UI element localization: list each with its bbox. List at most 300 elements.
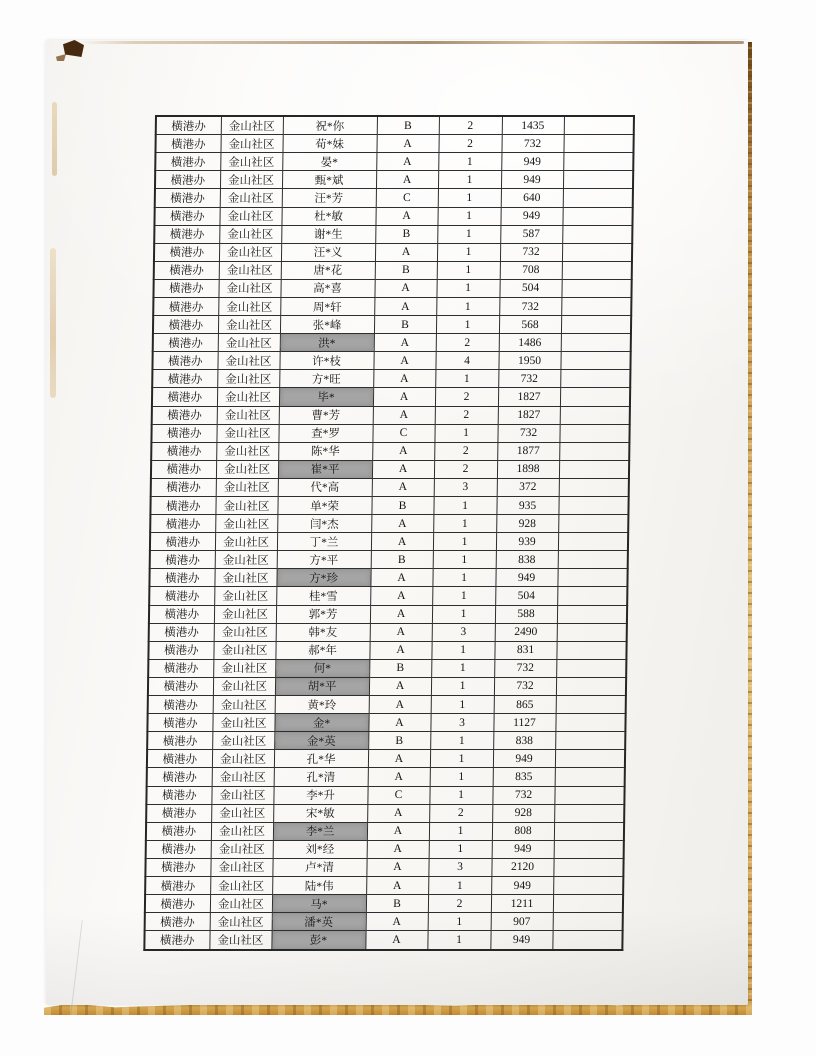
office-cell: 横港办 <box>147 750 212 768</box>
count-cell: 2 <box>435 406 498 424</box>
grade-cell: B <box>375 261 437 279</box>
community-cell: 金山社区 <box>215 515 277 533</box>
office-cell: 横港办 <box>146 840 211 858</box>
count-cell: 1 <box>436 316 499 334</box>
amount-cell: 732 <box>492 786 554 804</box>
name-cell: 李*升 <box>273 786 367 804</box>
table-row <box>154 243 632 261</box>
count-cell: 2 <box>439 116 502 135</box>
blank-cell <box>559 442 629 460</box>
name-cell: 周*轩 <box>280 297 374 315</box>
grade-cell: A <box>371 515 433 533</box>
count-cell: 1 <box>434 424 497 442</box>
table-row <box>152 388 630 406</box>
blank-cell <box>560 370 630 388</box>
community-cell: 金山社区 <box>220 135 282 153</box>
blank-cell <box>562 207 632 225</box>
blank-cell <box>562 243 632 261</box>
blank-cell <box>561 279 631 297</box>
grade-cell: A <box>370 569 432 587</box>
table-row <box>149 623 627 641</box>
count-cell: 1 <box>437 261 500 279</box>
community-cell: 金山社区 <box>211 822 273 840</box>
count-cell: 1 <box>432 587 495 605</box>
blank-cell <box>554 804 624 822</box>
office-cell: 横港办 <box>146 822 211 840</box>
office-cell: 横港办 <box>145 876 210 894</box>
table-row <box>153 316 631 334</box>
table-row <box>148 641 626 659</box>
amount-cell: 928 <box>492 804 554 822</box>
name-cell: 宋*敏 <box>273 804 367 822</box>
grade-cell: C <box>367 786 429 804</box>
name-cell: 黄*玲 <box>275 696 369 714</box>
office-cell: 横港办 <box>148 677 213 695</box>
count-cell: 1 <box>436 297 499 315</box>
office-cell: 横港办 <box>152 370 217 388</box>
blank-cell <box>554 786 624 804</box>
office-cell: 横港办 <box>153 334 218 352</box>
amount-cell: 1877 <box>497 442 559 460</box>
community-cell: 金山社区 <box>218 334 280 352</box>
blank-cell <box>560 388 630 406</box>
name-cell: 何* <box>275 659 369 677</box>
blank-cell <box>564 116 634 135</box>
blank-cell <box>553 913 623 931</box>
community-cell: 金山社区 <box>212 732 274 750</box>
table-row <box>149 569 627 587</box>
amount-cell: 949 <box>501 153 563 171</box>
table-row <box>145 895 623 913</box>
paper-left-edge-smudge <box>52 102 57 176</box>
office-cell: 横港办 <box>149 587 214 605</box>
count-cell: 1 <box>433 533 496 551</box>
blank-cell <box>556 659 626 677</box>
grade-cell: A <box>368 768 430 786</box>
office-cell: 横港办 <box>155 189 220 207</box>
table-row <box>146 804 624 822</box>
grade-cell: B <box>371 497 433 515</box>
name-cell: 郭*芳 <box>276 605 370 623</box>
grade-cell: A <box>369 641 431 659</box>
grade-cell: A <box>374 297 436 315</box>
community-cell: 金山社区 <box>214 623 276 641</box>
count-cell: 1 <box>430 750 493 768</box>
count-cell: 1 <box>428 876 491 894</box>
table-row <box>145 876 623 894</box>
name-cell: 方*平 <box>277 551 371 569</box>
grade-cell: A <box>374 279 436 297</box>
office-cell: 横港办 <box>147 714 212 732</box>
community-cell: 金山社区 <box>220 153 282 171</box>
table-row <box>154 261 632 279</box>
office-cell: 横港办 <box>144 931 209 950</box>
table-row <box>148 659 626 677</box>
office-cell: 横港办 <box>155 171 220 189</box>
count-cell: 1 <box>433 551 496 569</box>
community-cell: 金山社区 <box>215 497 277 515</box>
amount-cell: 1127 <box>493 714 555 732</box>
grade-cell: A <box>367 804 429 822</box>
name-cell: 方*珍 <box>276 569 370 587</box>
count-cell: 1 <box>438 189 501 207</box>
blank-cell <box>555 714 625 732</box>
amount-cell: 1486 <box>499 334 561 352</box>
grade-cell: A <box>372 442 434 460</box>
amount-cell: 838 <box>496 551 558 569</box>
office-cell: 横港办 <box>156 116 221 135</box>
table-row <box>144 931 622 950</box>
paper-left-edge-smudge <box>50 248 56 398</box>
grade-cell: A <box>370 605 432 623</box>
grade-cell: B <box>369 659 431 677</box>
name-cell: 唐*花 <box>281 261 375 279</box>
table-body <box>144 116 634 950</box>
name-cell: 陆*伟 <box>272 876 366 894</box>
table-row <box>155 189 633 207</box>
count-cell: 3 <box>430 714 493 732</box>
amount-cell: 732 <box>500 243 562 261</box>
office-cell: 横港办 <box>153 279 218 297</box>
community-cell: 金山社区 <box>215 533 277 551</box>
amount-cell: 949 <box>495 569 557 587</box>
grade-cell: A <box>371 533 433 551</box>
office-cell: 横港办 <box>148 659 213 677</box>
amount-cell: 732 <box>499 297 561 315</box>
blank-cell <box>557 569 627 587</box>
blank-cell <box>560 406 630 424</box>
blank-cell <box>562 261 632 279</box>
count-cell: 1 <box>437 225 500 243</box>
count-cell: 1 <box>431 659 494 677</box>
amount-cell: 949 <box>500 207 562 225</box>
count-cell: 1 <box>428 913 491 931</box>
amount-cell: 732 <box>494 659 556 677</box>
grade-cell: B <box>371 551 433 569</box>
community-cell: 金山社区 <box>217 370 279 388</box>
community-cell: 金山社区 <box>218 316 280 334</box>
count-cell: 2 <box>429 804 492 822</box>
amount-cell: 865 <box>494 696 556 714</box>
amount-cell: 587 <box>500 225 562 243</box>
office-cell: 横港办 <box>155 135 220 153</box>
community-cell: 金山社区 <box>216 460 278 478</box>
amount-cell: 949 <box>490 931 552 950</box>
community-cell: 金山社区 <box>216 478 278 496</box>
grade-cell: A <box>375 207 437 225</box>
name-cell: 杜*敏 <box>281 207 375 225</box>
name-cell: 陈*华 <box>278 442 372 460</box>
grade-cell: B <box>377 116 439 135</box>
table-row <box>151 442 629 460</box>
office-cell: 横港办 <box>153 297 218 315</box>
grade-cell: A <box>372 460 434 478</box>
grade-cell: A <box>368 714 430 732</box>
count-cell: 3 <box>428 858 491 876</box>
community-cell: 金山社区 <box>213 659 275 677</box>
table-row <box>149 605 627 623</box>
table-row <box>151 424 629 442</box>
name-cell: 彭* <box>271 931 365 950</box>
office-cell: 横港办 <box>149 569 214 587</box>
office-cell: 横港办 <box>155 153 220 171</box>
amount-cell: 504 <box>499 279 561 297</box>
grade-cell: A <box>373 370 435 388</box>
table-row <box>151 460 629 478</box>
name-cell: 代*高 <box>278 478 372 496</box>
grade-cell: A <box>373 388 435 406</box>
community-cell: 金山社区 <box>212 768 274 786</box>
grade-cell: A <box>368 750 430 768</box>
name-cell: 甄*斌 <box>282 171 376 189</box>
name-cell: 单*荣 <box>277 497 371 515</box>
amount-cell: 838 <box>493 732 555 750</box>
name-cell: 郝*年 <box>275 641 369 659</box>
count-cell: 1 <box>427 931 490 950</box>
amount-cell: 1435 <box>502 116 564 135</box>
blank-cell <box>554 822 624 840</box>
amount-cell: 928 <box>496 515 558 533</box>
table-row <box>147 750 625 768</box>
count-cell: 1 <box>431 641 494 659</box>
grade-cell: A <box>366 858 428 876</box>
amount-cell: 949 <box>493 750 555 768</box>
blank-cell <box>556 677 626 695</box>
name-cell: 曹*芳 <box>279 406 373 424</box>
office-cell: 横港办 <box>146 786 211 804</box>
office-cell: 横港办 <box>152 406 217 424</box>
table-row <box>154 207 632 225</box>
count-cell: 1 <box>433 515 496 533</box>
table-row <box>152 352 630 370</box>
community-cell: 金山社区 <box>210 876 272 894</box>
amount-cell: 808 <box>492 822 554 840</box>
blank-cell <box>563 171 633 189</box>
name-cell: 金* <box>274 714 368 732</box>
community-cell: 金山社区 <box>214 569 276 587</box>
community-cell: 金山社区 <box>213 641 275 659</box>
table-row <box>153 297 631 315</box>
blank-cell <box>563 153 633 171</box>
name-cell: 谢*生 <box>281 225 375 243</box>
count-cell: 2 <box>438 135 501 153</box>
table-row <box>148 677 626 695</box>
blank-cell <box>563 189 633 207</box>
amount-cell: 588 <box>495 605 557 623</box>
community-cell: 金山社区 <box>217 388 279 406</box>
office-cell: 横港办 <box>151 460 216 478</box>
amount-cell: 708 <box>500 261 562 279</box>
amount-cell: 2490 <box>495 623 557 641</box>
amount-cell: 949 <box>492 840 554 858</box>
grade-cell: A <box>373 406 435 424</box>
blank-cell <box>561 316 631 334</box>
name-cell: 崔*平 <box>278 460 372 478</box>
blank-cell <box>552 931 622 950</box>
community-cell: 金山社区 <box>213 677 275 695</box>
office-cell: 横港办 <box>147 768 212 786</box>
table-row <box>152 370 630 388</box>
name-cell: 祝*你 <box>283 116 377 135</box>
amount-cell: 835 <box>493 768 555 786</box>
name-cell: 马* <box>272 895 366 913</box>
count-cell: 1 <box>437 243 500 261</box>
community-cell: 金山社区 <box>213 696 275 714</box>
name-cell: 李*兰 <box>273 822 367 840</box>
amount-cell: 568 <box>499 316 561 334</box>
office-cell: 横港办 <box>146 804 211 822</box>
count-cell: 1 <box>436 279 499 297</box>
office-cell: 横港办 <box>150 551 215 569</box>
name-cell: 潘*英 <box>272 913 366 931</box>
count-cell: 4 <box>435 352 498 370</box>
table-row <box>149 587 627 605</box>
office-cell: 横港办 <box>154 207 219 225</box>
amount-cell: 949 <box>491 876 553 894</box>
count-cell: 1 <box>437 207 500 225</box>
blank-cell <box>553 895 623 913</box>
table-row <box>155 153 633 171</box>
table-row <box>146 822 624 840</box>
amount-cell: 2120 <box>491 858 553 876</box>
office-cell: 横港办 <box>145 913 210 931</box>
grade-cell: A <box>369 677 431 695</box>
amount-cell: 732 <box>498 370 560 388</box>
community-cell: 金山社区 <box>219 261 281 279</box>
name-cell: 闫*杰 <box>277 515 371 533</box>
paper-sheet <box>46 40 748 1005</box>
table-row <box>150 497 628 515</box>
name-cell: 晏* <box>282 153 376 171</box>
amount-cell: 935 <box>496 497 558 515</box>
blank-cell <box>555 750 625 768</box>
blank-cell <box>560 352 630 370</box>
count-cell: 1 <box>438 153 501 171</box>
name-cell: 方*旺 <box>279 370 373 388</box>
community-cell: 金山社区 <box>211 804 273 822</box>
count-cell: 1 <box>430 768 493 786</box>
table-row <box>155 135 633 153</box>
name-cell: 张*峰 <box>280 316 374 334</box>
community-cell: 金山社区 <box>212 714 274 732</box>
count-cell: 3 <box>432 623 495 641</box>
amount-cell: 732 <box>494 677 556 695</box>
grade-cell: A <box>374 334 436 352</box>
amount-cell: 732 <box>497 424 559 442</box>
office-cell: 横港办 <box>154 243 219 261</box>
table-row <box>147 768 625 786</box>
count-cell: 1 <box>429 840 492 858</box>
grade-cell: A <box>375 243 437 261</box>
count-cell: 1 <box>429 822 492 840</box>
blank-cell <box>559 424 629 442</box>
table-row <box>146 786 624 804</box>
grade-cell: C <box>376 189 438 207</box>
name-cell: 胡*平 <box>275 677 369 695</box>
grade-cell: C <box>372 424 434 442</box>
name-cell: 毕* <box>279 388 373 406</box>
community-cell: 金山社区 <box>214 587 276 605</box>
grade-cell: A <box>366 913 428 931</box>
office-cell: 横港办 <box>150 497 215 515</box>
table-row <box>147 732 625 750</box>
blank-cell <box>558 497 628 515</box>
count-cell: 1 <box>430 732 493 750</box>
blank-cell <box>563 135 633 153</box>
amount-cell: 372 <box>497 478 559 496</box>
community-cell: 金山社区 <box>216 424 278 442</box>
amount-cell: 1827 <box>498 388 560 406</box>
count-cell: 2 <box>428 895 491 913</box>
amount-cell: 732 <box>501 135 563 153</box>
name-cell: 汪*义 <box>281 243 375 261</box>
amount-cell: 1211 <box>491 895 553 913</box>
grade-cell: B <box>366 895 428 913</box>
community-cell: 金山社区 <box>210 858 272 876</box>
count-cell: 2 <box>434 460 497 478</box>
amount-cell: 1950 <box>498 352 560 370</box>
office-cell: 横港办 <box>148 641 213 659</box>
name-cell: 孔*华 <box>274 750 368 768</box>
office-cell: 横港办 <box>145 858 210 876</box>
office-cell: 横港办 <box>150 515 215 533</box>
table-row <box>150 515 628 533</box>
grade-cell: B <box>374 316 436 334</box>
community-cell: 金山社区 <box>219 243 281 261</box>
name-cell: 孔*清 <box>274 768 368 786</box>
table-row <box>155 171 633 189</box>
name-cell: 汪*芳 <box>282 189 376 207</box>
grade-cell: A <box>365 931 427 950</box>
grade-cell: B <box>368 732 430 750</box>
count-cell: 1 <box>435 370 498 388</box>
grade-cell: A <box>370 623 432 641</box>
blank-cell <box>555 768 625 786</box>
office-cell: 横港办 <box>153 316 218 334</box>
community-cell: 金山社区 <box>218 279 280 297</box>
grade-cell: A <box>373 352 435 370</box>
blank-cell <box>562 225 632 243</box>
count-cell: 1 <box>429 786 492 804</box>
blank-cell <box>556 696 626 714</box>
blank-cell <box>561 334 631 352</box>
name-cell: 查*罗 <box>278 424 372 442</box>
community-cell: 金山社区 <box>211 840 273 858</box>
count-cell: 1 <box>431 696 494 714</box>
office-cell: 横港办 <box>154 225 219 243</box>
community-cell: 金山社区 <box>214 605 276 623</box>
office-cell: 横港办 <box>152 388 217 406</box>
blank-cell <box>556 641 626 659</box>
grade-cell: A <box>376 171 438 189</box>
community-cell: 金山社区 <box>220 189 282 207</box>
name-cell: 许*枝 <box>279 352 373 370</box>
count-cell: 2 <box>436 334 499 352</box>
amount-cell: 907 <box>491 913 553 931</box>
amount-cell: 1898 <box>497 460 559 478</box>
paper-top-edge-line <box>80 41 744 44</box>
office-cell: 横港办 <box>154 261 219 279</box>
community-cell: 金山社区 <box>209 931 271 950</box>
amount-cell: 1827 <box>498 406 560 424</box>
name-cell: 韩*友 <box>276 623 370 641</box>
grade-cell: A <box>367 822 429 840</box>
community-cell: 金山社区 <box>218 297 280 315</box>
community-cell: 金山社区 <box>219 207 281 225</box>
community-cell: 金山社区 <box>221 116 283 135</box>
table-row <box>151 478 629 496</box>
count-cell: 3 <box>434 478 497 496</box>
